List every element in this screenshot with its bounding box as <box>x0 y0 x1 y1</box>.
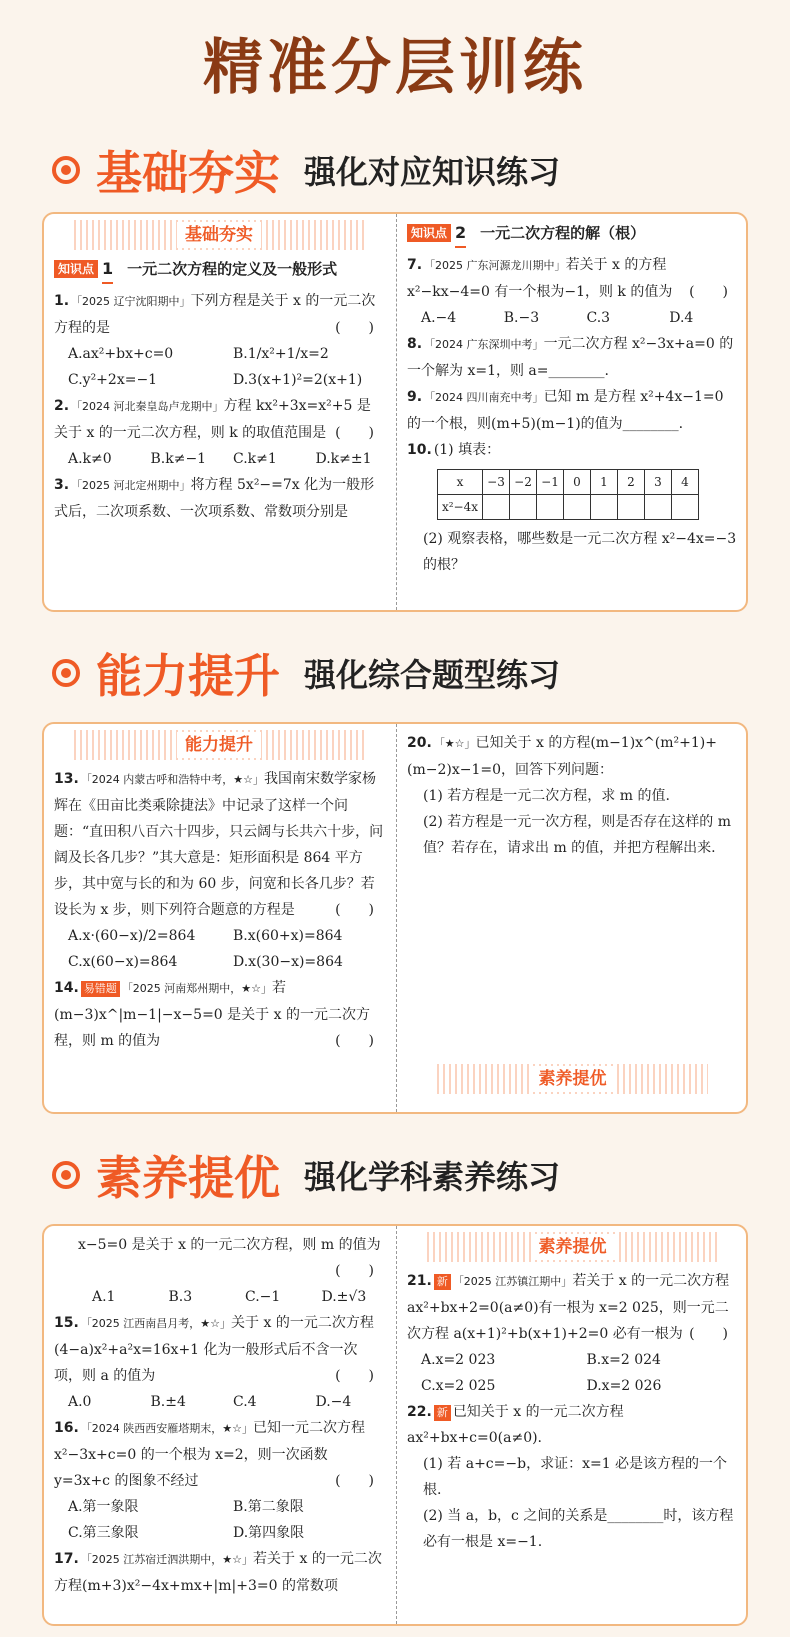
answer-blank: ( ) <box>335 1033 374 1049</box>
option-b: B.x(60+x)=864 <box>233 928 343 944</box>
answer-blank: ( ) <box>689 284 728 300</box>
question-source: 「2025 广东河源龙川期中」 <box>424 259 566 272</box>
question-source: 「2025 河北定州期中」 <box>71 479 191 492</box>
panel-basic <box>42 212 748 612</box>
options <box>407 1347 738 1399</box>
table-cell-empty[interactable] <box>645 495 672 520</box>
option-a: A.ax²+bx+c=0 <box>68 346 174 362</box>
question-source: 「2025 江西南昌月考，★☆」 <box>80 1317 232 1330</box>
question-source: 「★☆」 <box>433 737 476 750</box>
question-text: 将方程 5x²−=7x 化为一般形式后，二次项系数、一次项系数、常数项分别是 <box>54 477 375 520</box>
options <box>54 341 384 393</box>
question-text: 已知关于 x 的方程(m−1)x^(m²+1)+(m−2)x−1=0，回答下列问题： <box>407 735 717 778</box>
question-1 <box>54 288 384 393</box>
question-8 <box>407 331 738 384</box>
banner-label: 能力提升 <box>177 732 261 758</box>
option-b: B.第二象限 <box>233 1499 304 1515</box>
table-head: x <box>438 470 483 495</box>
banner-label: 素养提优 <box>531 1066 615 1092</box>
option-c: C.y²+2x=−1 <box>68 372 158 388</box>
question-number: 20. <box>407 735 432 751</box>
option-a: A.0 <box>68 1394 92 1410</box>
question-number: 16. <box>54 1420 79 1436</box>
right-column <box>396 724 748 1112</box>
question-text: 下列方程是关于 x 的一元二次方程的是 <box>54 293 376 336</box>
table-cell: 4 <box>672 470 699 495</box>
table-cell-empty[interactable] <box>672 495 699 520</box>
table-cell: 2 <box>618 470 645 495</box>
option-b: B.1/x²+1/x=2 <box>233 346 329 362</box>
question-number: 14. <box>54 980 79 996</box>
panel-banner <box>74 220 364 250</box>
question-number: 2. <box>54 398 70 414</box>
fill-table <box>437 469 699 520</box>
question-source: 「2024 陕西西安雁塔期末，★☆」 <box>80 1422 254 1435</box>
question-7 <box>407 252 738 331</box>
question-source: 「2025 辽宁沈阳期中」 <box>71 295 191 308</box>
kp-title: 一元二次方程的定义及一般形式 <box>127 260 338 278</box>
kp-number: 1 <box>102 256 113 284</box>
question-source: 「2025 河南郑州期中，★☆」 <box>121 982 273 995</box>
question-part: (2) 观察表格，哪些数是一元二次方程 x²−4x=−3 的根？ <box>423 531 737 573</box>
question-number: 8. <box>407 336 423 352</box>
option-c: C.4 <box>233 1394 257 1410</box>
answer-blank: ( ) <box>335 902 374 918</box>
question-22 <box>407 1399 738 1555</box>
question-number: 10. <box>407 442 432 458</box>
table-cell-empty[interactable] <box>564 495 591 520</box>
question-text: 若(m−3)x^|m−1|−x−5=0 是关于 x 的一元二次方程，则 m 的值为 <box>54 980 370 1049</box>
question-text: 已知 m 是方程 x²+4x−1=0 的一个根，则(m+5)(m−1)的值为________. <box>407 389 724 432</box>
table-cell: −3 <box>483 470 510 495</box>
question-text: 方程 kx²+3x=x²+5 是关于 x 的一元二次方程，则 k 的取值范围是 <box>54 398 371 441</box>
option-d: D.−4 <box>315 1394 352 1410</box>
question-source: 「2025 江苏镇江期中」 <box>452 1275 573 1288</box>
question-21 <box>407 1268 738 1399</box>
new-badge: 新 <box>434 1405 451 1421</box>
panel-literacy <box>42 1224 748 1626</box>
error-prone-badge: 易错题 <box>81 981 120 997</box>
option-b: B.3 <box>168 1289 193 1305</box>
question-part: (2) 若方程是一元一次方程，则是否存在这样的 m 值？若存在，请求出 m 的值，并把方程解出来. <box>423 814 732 856</box>
panel-banner-bottom <box>437 1064 708 1094</box>
section-title: 能力提升 <box>96 649 280 703</box>
options <box>78 1284 384 1310</box>
section-header-basic <box>52 135 560 205</box>
section-header-ability <box>52 638 560 708</box>
option-d: D.±√3 <box>321 1289 367 1305</box>
section-subtitle: 强化学科素养练习 <box>304 1158 561 1196</box>
question-source: 「2024 河北秦皇岛卢龙期中」 <box>71 400 224 413</box>
table-cell-empty[interactable] <box>537 495 564 520</box>
right-column <box>396 214 748 610</box>
left-column <box>44 1226 394 1624</box>
option-a: A.第一象限 <box>68 1499 139 1515</box>
question-10 <box>407 437 738 578</box>
question-number: 22. <box>407 1404 432 1420</box>
option-b: B.±4 <box>150 1394 186 1410</box>
answer-blank: ( ) <box>335 320 374 336</box>
question-text: 一元二次方程 x²−3x+a=0 的一个解为 x=1，则 a=________. <box>407 336 734 379</box>
question-source: 「2024 四川南充中考」 <box>424 391 544 404</box>
question-part: (1) 若 a+c=−b，求证：x=1 必是该方程的一个根. <box>423 1456 728 1498</box>
question-text: x−5=0 是关于 x 的一元二次方程，则 m 的值为 <box>78 1237 381 1253</box>
section-header-literacy <box>52 1140 560 1210</box>
question-number: 17. <box>54 1551 79 1567</box>
options <box>54 1494 384 1546</box>
question-text: 我国南宋数学家杨辉在《田亩比类乘除捷法》中记录了这样一个问题：“直田积八百六十四步，只云阔与长共六十步，问阔及长各几步？”其大意是：矩形面积是 864 平方步，其中宽与长的和为 60 步，问宽和长各几步？若设长为 x 步，则下列符合题意的方程是 <box>54 771 384 918</box>
option-b: B.−3 <box>503 310 540 326</box>
option-a: A.k≠0 <box>68 451 112 467</box>
option-c: C.第三象限 <box>68 1525 139 1541</box>
question-part: (1) 若方程是一元二次方程，求 m 的值. <box>423 788 670 804</box>
banner-label: 基础夯实 <box>177 222 261 248</box>
question-text: 若关于 x 的一元二次方程(m+3)x²−4x+mx+|m|+3=0 的常数项 <box>54 1551 382 1594</box>
question-part: (2) 当 a，b，c 之间的关系是________时，该方程必有一根是 x=−1. <box>423 1508 734 1550</box>
question-9 <box>407 384 738 437</box>
question-number: 7. <box>407 257 423 273</box>
table-cell: −2 <box>510 470 537 495</box>
answer-blank: ( ) <box>335 1368 374 1384</box>
table-cell-empty[interactable] <box>483 495 510 520</box>
options <box>54 1389 384 1415</box>
kp-number: 2 <box>455 220 466 248</box>
option-d: D.x(30−x)=864 <box>233 954 343 970</box>
bullet-icon <box>52 156 80 184</box>
page-title: 精准分层训练 <box>203 33 587 103</box>
option-b: B.x=2 024 <box>586 1352 661 1368</box>
table-cell: −1 <box>537 470 564 495</box>
option-d: D.第四象限 <box>233 1525 305 1541</box>
question-16 <box>54 1415 384 1546</box>
question-text: 若关于 x 的方程 x²−kx−4=0 有一个根为−1，则 k 的值为 <box>407 257 673 300</box>
question-14 <box>54 975 384 1054</box>
question-source: 「2024 广东深圳中考」 <box>424 338 544 351</box>
option-b: B.k≠−1 <box>150 451 207 467</box>
question-number: 1. <box>54 293 70 309</box>
question-2 <box>54 393 384 472</box>
option-a: A.x=2 023 <box>421 1352 496 1368</box>
right-column <box>396 1226 748 1624</box>
section-title: 基础夯实 <box>96 146 280 200</box>
panel-banner <box>74 730 364 760</box>
kp-tag: 知识点 <box>54 260 98 278</box>
option-c: C.x(60−x)=864 <box>68 954 178 970</box>
knowledge-point <box>54 256 384 284</box>
table-cell-empty[interactable] <box>510 495 537 520</box>
question-number: 21. <box>407 1273 432 1289</box>
table-cell-empty[interactable] <box>618 495 645 520</box>
table-cell: 0 <box>564 470 591 495</box>
kp-tag: 知识点 <box>407 224 451 242</box>
option-d: D.4 <box>669 310 694 326</box>
question-text: 已知关于 x 的一元二次方程 ax²+bx+c=0(a≠0). <box>407 1404 624 1446</box>
question-number: 3. <box>54 477 70 493</box>
question-20 <box>407 730 738 861</box>
question-text: 若关于 x 的一元二次方程 ax²+bx+2=0(a≠0)有一根为 x=2 025，则一元二次方程 a(x+1)²+b(x+1)+2=0 必有一根为 <box>407 1273 730 1342</box>
options <box>54 923 384 975</box>
question-source: 「2025 江苏宿迁泗洪期中，★☆」 <box>80 1553 254 1566</box>
table-cell-empty[interactable] <box>591 495 618 520</box>
answer-blank: ( ) <box>335 1263 374 1279</box>
question-13 <box>54 766 384 975</box>
table-cell: 1 <box>591 470 618 495</box>
question-text: 关于 x 的一元二次方程(4−a)x²+a²x=16x+1 化为一般形式后不含一次项，则 a 的值为 <box>54 1315 374 1384</box>
knowledge-point <box>407 220 738 248</box>
section-subtitle: 强化综合题型练习 <box>304 656 561 694</box>
left-column <box>44 214 394 610</box>
table-cell: 3 <box>645 470 672 495</box>
options <box>407 305 738 331</box>
answer-blank: ( ) <box>689 1326 728 1342</box>
option-c: C.−1 <box>245 1289 281 1305</box>
question-part: (1) 填表： <box>433 442 501 458</box>
option-d: D.k≠±1 <box>315 451 372 467</box>
left-column <box>44 724 394 1112</box>
question-number: 13. <box>54 771 79 787</box>
option-c: C.k≠1 <box>233 451 277 467</box>
section-title: 素养提优 <box>96 1151 280 1205</box>
question-14-continued <box>54 1232 384 1310</box>
answer-blank: ( ) <box>335 425 374 441</box>
table-head: x²−4x <box>438 495 483 520</box>
option-c: C.3 <box>586 310 611 326</box>
question-17 <box>54 1546 384 1599</box>
option-c: C.x=2 025 <box>421 1378 496 1394</box>
question-number: 9. <box>407 389 423 405</box>
question-text: 已知一元二次方程 x²−3x+c=0 的一个根为 x=2，则一次函数 y=3x+c 的图象不经过 <box>54 1420 366 1489</box>
section-subtitle: 强化对应知识练习 <box>304 153 561 191</box>
options <box>54 446 384 472</box>
panel-banner <box>427 1232 718 1262</box>
question-15 <box>54 1310 384 1415</box>
bullet-icon <box>52 659 80 687</box>
banner-label: 素养提优 <box>531 1234 615 1260</box>
option-a: A.1 <box>92 1289 116 1305</box>
new-badge: 新 <box>434 1274 451 1290</box>
option-a: A.−4 <box>421 310 457 326</box>
option-d: D.3(x+1)²=2(x+1) <box>233 372 363 388</box>
question-number: 15. <box>54 1315 79 1331</box>
question-3 <box>54 472 384 525</box>
option-d: D.x=2 026 <box>586 1378 662 1394</box>
kp-title: 一元二次方程的解（根） <box>480 224 646 242</box>
option-a: A.x·(60−x)/2=864 <box>68 928 196 944</box>
panel-ability <box>42 722 748 1114</box>
question-source: 「2024 内蒙古呼和浩特中考，★☆」 <box>80 773 265 786</box>
answer-blank: ( ) <box>335 1473 374 1489</box>
bullet-icon <box>52 1161 80 1189</box>
